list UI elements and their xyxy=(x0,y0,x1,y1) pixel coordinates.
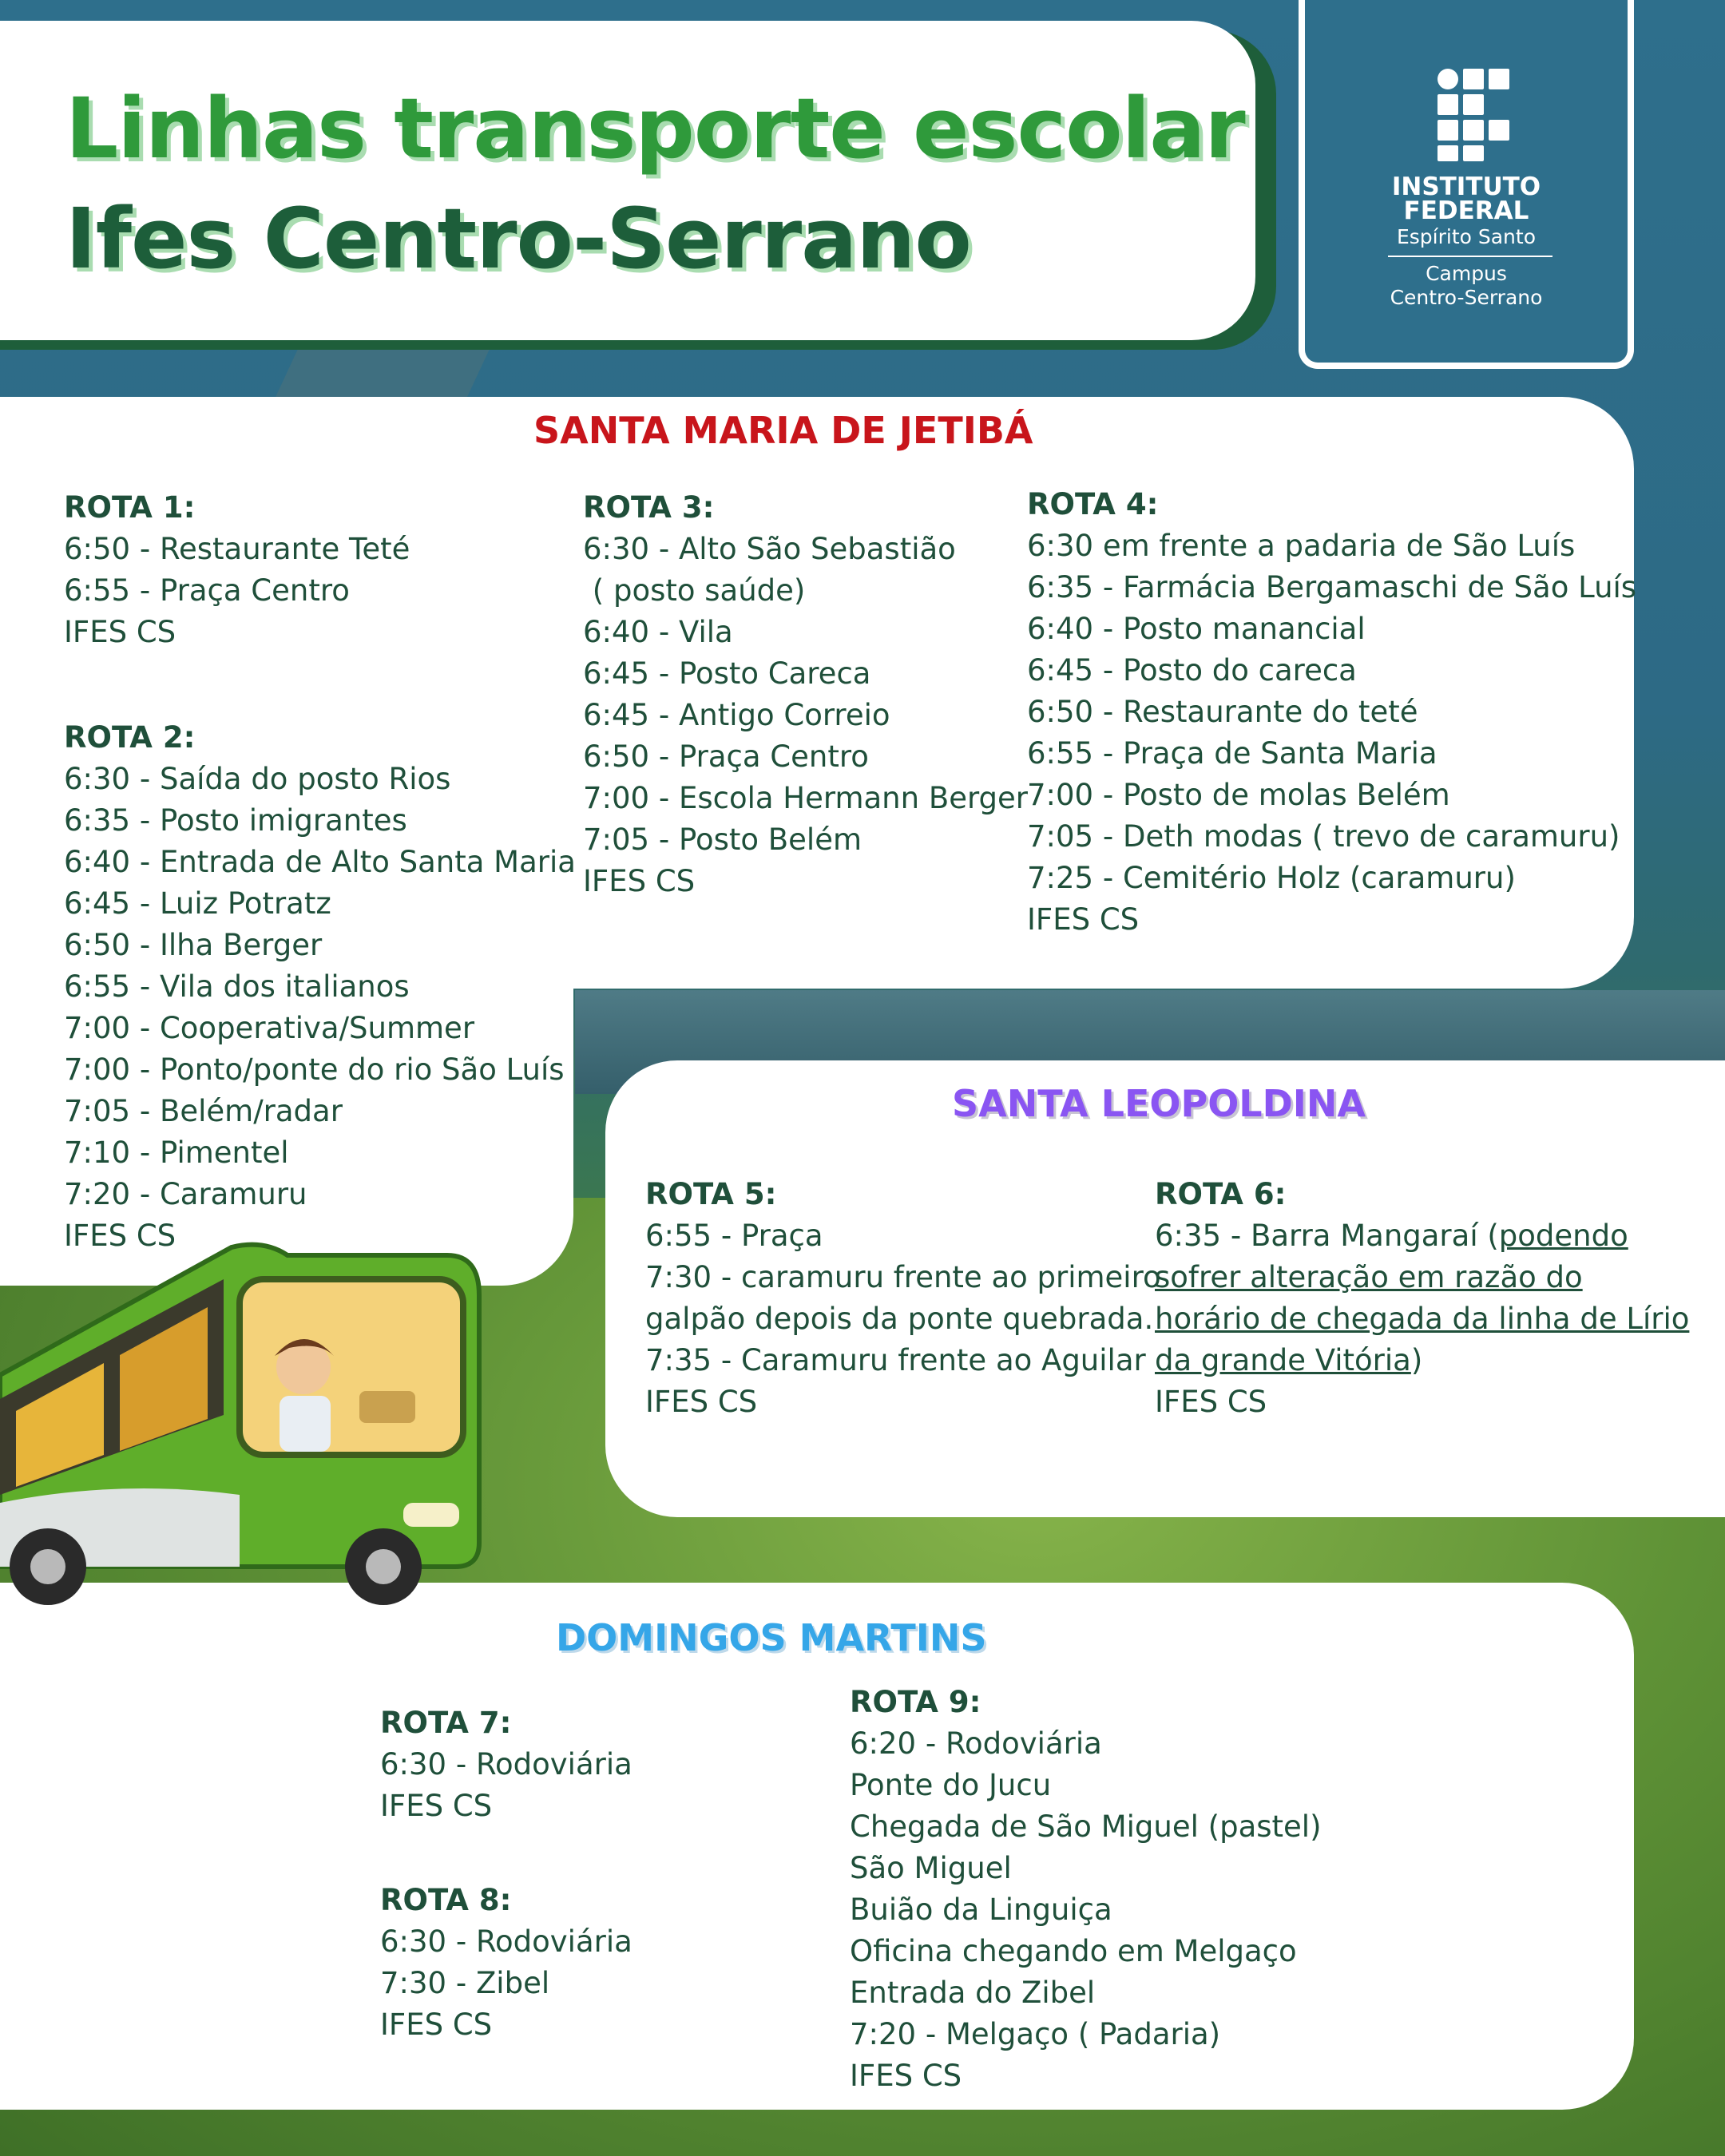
heading-santa-leopoldina: SANTA LEOPOLDINA xyxy=(952,1082,1366,1125)
route-stop xyxy=(1155,1215,1689,1257)
route-6 xyxy=(1155,1174,1689,1423)
route-stop: IFES CS xyxy=(1027,902,1140,937)
route-title: ROTA 9: xyxy=(850,1685,981,1719)
route-stop: Oficina chegando em Melgaço xyxy=(850,1934,1297,1968)
logo-campus-name: Centro-Serrano xyxy=(1390,286,1543,309)
ifes-logo xyxy=(1299,0,1634,369)
route-title: ROTA 2: xyxy=(64,720,196,755)
route-stop: 6:55 - Vila dos italianos xyxy=(64,969,410,1004)
route-stop: 6:45 - Posto Careca xyxy=(583,656,871,691)
route-stop: galpão depois da ponte quebrada. xyxy=(645,1302,1154,1336)
route-stop: São Miguel xyxy=(850,1851,1012,1885)
route-stop: 7:20 - Caramuru xyxy=(64,1177,307,1211)
route-4 xyxy=(1027,484,1636,941)
route-9 xyxy=(850,1682,1322,2097)
route-stop: 7:20 - Melgaço ( Padaria) xyxy=(850,2017,1221,2051)
route-stop: 7:00 - Escola Hermann Berger xyxy=(583,781,1029,815)
route-title: ROTA 1: xyxy=(64,490,196,525)
route-stop: 6:45 - Luiz Potratz xyxy=(64,886,331,921)
route-stop: 6:45 - Posto do careca xyxy=(1027,653,1357,688)
route-stop: 7:10 - Pimentel xyxy=(64,1135,289,1170)
logo-federal: FEDERAL xyxy=(1403,196,1529,225)
route-stop: 6:35 - Posto imigrantes xyxy=(64,803,407,838)
route-stop: 6:30 - Rodoviária xyxy=(380,1924,632,1959)
route-stop: 7:00 - Ponto/ponte do rio São Luís xyxy=(64,1052,565,1087)
route-stop: 7:05 - Belém/radar xyxy=(64,1094,343,1128)
route-stop-text: ) xyxy=(1410,1343,1423,1377)
route-stop: Chegada de São Miguel (pastel) xyxy=(850,1809,1322,1844)
route-3 xyxy=(583,487,1028,902)
page-title-line2: Ifes Centro-Serrano xyxy=(65,190,971,287)
logo-state: Espírito Santo xyxy=(1396,225,1537,248)
logo-campus: Campus xyxy=(1426,262,1507,285)
title-box xyxy=(0,21,1255,340)
route-stop: Buião da Linguiça xyxy=(850,1892,1112,1927)
route-stop: IFES CS xyxy=(64,1219,176,1253)
route-stop: 7:00 - Posto de molas Belém xyxy=(1027,778,1450,812)
route-stop: 6:45 - Antigo Correio xyxy=(583,698,890,732)
route-stop: 6:30 - Rodoviária xyxy=(380,1747,632,1781)
card-domingos-martins xyxy=(0,1583,1634,2110)
route-note: sofrer alteração em razão do xyxy=(1155,1260,1583,1294)
route-stop: IFES CS xyxy=(850,2059,962,2093)
route-stop: IFES CS xyxy=(380,2007,493,2042)
route-stop: 7:05 - Deth modas ( trevo de caramuru) xyxy=(1027,819,1620,854)
route-stop: Entrada do Zibel xyxy=(850,1976,1096,2010)
route-7 xyxy=(380,1702,632,1827)
route-note: da grande Vitória xyxy=(1155,1343,1411,1377)
route-title: ROTA 7: xyxy=(380,1706,512,1740)
heading-santa-maria: SANTA MARIA DE JETIBÁ xyxy=(533,409,1033,452)
route-stop: 6:30 - Alto São Sebastião xyxy=(583,532,956,566)
route-stop: 6:50 - Ilha Berger xyxy=(64,928,323,962)
bus-illustration xyxy=(0,1239,495,1607)
route-stop: IFES CS xyxy=(1155,1385,1267,1419)
logo-instituto: INSTITUTO xyxy=(1391,172,1541,201)
logo-divider xyxy=(1388,256,1552,257)
route-8 xyxy=(380,1880,632,2046)
route-stop: 6:55 - Praça xyxy=(645,1219,823,1253)
route-stop: IFES CS xyxy=(64,615,176,649)
route-title: ROTA 8: xyxy=(380,1883,512,1917)
route-title: ROTA 5: xyxy=(645,1177,777,1211)
background-roof xyxy=(275,343,493,399)
route-stop: 6:40 - Vila xyxy=(583,615,733,649)
route-stop: 6:50 - Praça Centro xyxy=(583,739,869,774)
route-stop: 6:20 - Rodoviária xyxy=(850,1726,1102,1761)
route-note: horário de chegada da linha de Lírio xyxy=(1155,1302,1690,1336)
route-stop: 7:35 - Caramuru frente ao Aguilar xyxy=(645,1343,1146,1377)
route-stop: ( posto saúde) xyxy=(583,573,806,608)
route-stop: 7:05 - Posto Belém xyxy=(583,822,862,857)
route-stop xyxy=(1155,1340,1689,1381)
page-title-line1: Linhas transporte escolar xyxy=(65,80,1245,177)
route-stop: IFES CS xyxy=(380,1789,493,1823)
route-2 xyxy=(64,717,576,1257)
route-stop: 6:30 - Saída do posto Rios xyxy=(64,762,451,796)
heading-domingos-martins: DOMINGOS MARTINS xyxy=(556,1616,987,1659)
route-1 xyxy=(64,487,410,653)
route-note: podendo xyxy=(1498,1219,1628,1253)
route-stop: 7:30 - Zibel xyxy=(380,1966,550,2000)
route-stop: 7:00 - Cooperativa/Summer xyxy=(64,1011,475,1045)
route-stop: 6:35 - Farmácia Bergamaschi de São Luís xyxy=(1027,570,1637,604)
route-stop: 7:25 - Cemitério Holz (caramuru) xyxy=(1027,861,1516,895)
route-stop: 7:30 - caramuru frente ao primeiro xyxy=(645,1260,1161,1294)
route-stop: 6:55 - Praça Centro xyxy=(64,573,350,608)
route-stop: 6:50 - Restaurante do teté xyxy=(1027,695,1418,729)
route-title: ROTA 6: xyxy=(1155,1177,1287,1211)
route-stop: Ponte do Jucu xyxy=(850,1768,1052,1802)
ifes-logo-icon xyxy=(1438,69,1509,161)
route-stop: 6:30 em frente a padaria de São Luís xyxy=(1027,529,1576,563)
route-title: ROTA 3: xyxy=(583,490,715,525)
route-5 xyxy=(645,1174,1161,1423)
route-stop: 6:55 - Praça de Santa Maria xyxy=(1027,736,1438,771)
route-stop: IFES CS xyxy=(645,1385,758,1419)
route-title: ROTA 4: xyxy=(1027,487,1159,521)
route-stop: 6:40 - Entrada de Alto Santa Maria xyxy=(64,845,576,879)
route-stop: 6:50 - Restaurante Teté xyxy=(64,532,410,566)
route-stop: IFES CS xyxy=(583,864,696,898)
route-stop: 6:40 - Posto manancial xyxy=(1027,612,1366,646)
route-stop-text: 6:35 - Barra Mangaraí ( xyxy=(1155,1219,1499,1253)
